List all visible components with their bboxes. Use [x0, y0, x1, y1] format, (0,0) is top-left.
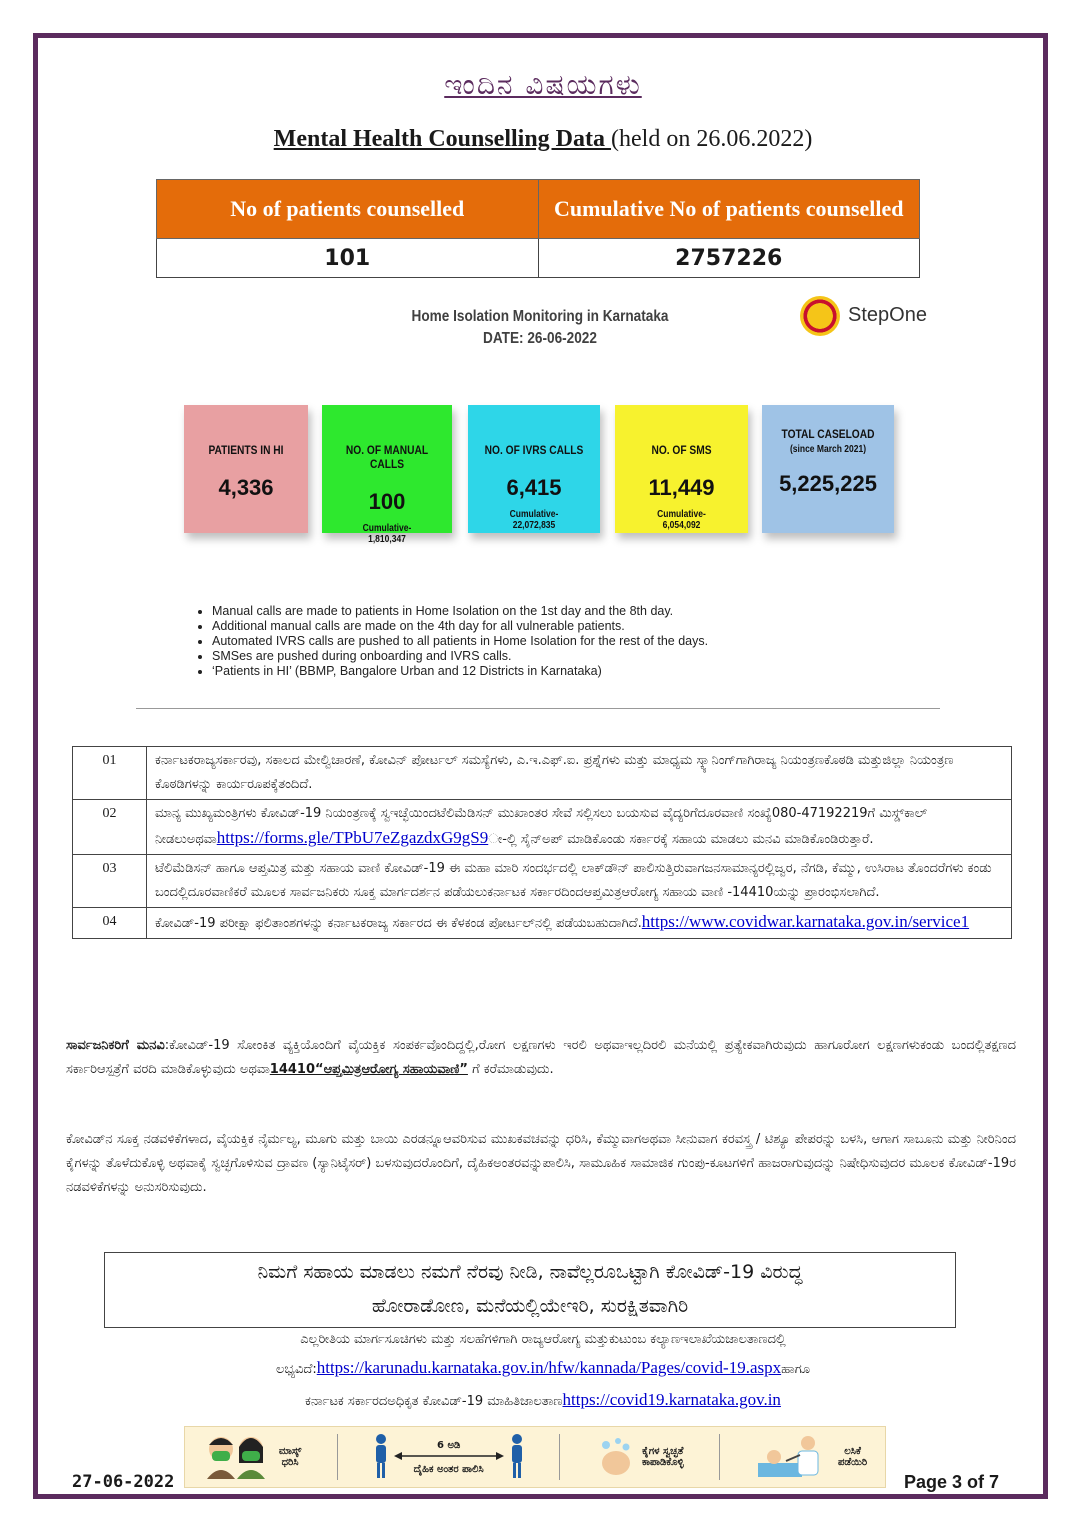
row-text-after: ೕ-ಲ್ಲಿ ಸೈನ್‌ಅಪ್ ಮಾಡಿಕೊಂಡು ಸರ್ಕಾರಕ್ಕೆ ಸಹಾಯ ಮಾಡಲು ಮನವಿ ಮಾಡಿಕೊಂಡಿರುತ್ತಾರೆ. [488, 832, 874, 847]
card-value: 5,225,225 [779, 471, 877, 496]
vaccine-segment [756, 1433, 867, 1482]
row-number: 03 [73, 855, 147, 908]
mental-health-heading-bold: Mental Health Counselling Data [273, 126, 612, 152]
row-text-body: ಟೆಲಿಮೆಡಿಸನ್ ಹಾಗೂ ಆಪ್ತಮಿತ್ರ ಮತ್ತು ಸಹಾಯ ವಾಣಿ ಕೋವಿಡ್-19 ಈ ಮಹಾ ಮಾರಿ ಸಂದರ್ಭದಲ್ಲಿ ಲಾಕ್‌ಡೌನ್ ಪಾಲಿಸುತ್ತಿರುವಾಗಜನಸಾಮಾನ್ಯರಲ್ಲಿಜ್ವರ, ನೆಗಡಿ, ಕೆಮ್ಮು, ಉಸಿರಾಟ ತೊಂದರೆಗಳು ಕಂಡು ಬಂದಲ್ಲಿದೂರವಾಣಿಕರೆ ಮೂಲಕ ಸಾರ್ವಜನಿಕರು ಸೂಕ್ತ ಮಾರ್ಗದರ್ಶನ ಪಡೆಯಲುಕರ್ನಾಟಕ ಸರ್ಕಾರದಿಂದಆಪ್ತಮಿತ್ರಆರೋಗ್ಯ ಸಹಾಯ ವಾಣಿ -14410ಯನ್ನು ಪ್ರಾರಂಭಿಸಲಾಗಿದೆ. [155, 861, 992, 900]
list-item: • Manual calls are made to patients in Home Isolation on the 1st day and the 8th day. [212, 604, 708, 619]
counselled-header: No of patients counselled [157, 180, 539, 239]
divider [136, 708, 940, 709]
page-title: ಇಂದಿನ ವಿಷಯಗಳು [444, 68, 642, 101]
row-number: 04 [73, 908, 147, 939]
covid-advisory-banner [184, 1426, 886, 1488]
table-row [73, 855, 1012, 908]
mental-health-heading [0, 126, 1086, 153]
distance-bottom-label: ದೈಹಿಕ ಅಂತರ ಪಾಲಿಸಿ [413, 1463, 484, 1475]
home-isolation-date: DATE: 26-06-2022 [483, 330, 597, 347]
vaccine-label: ಲಸಿಕೆ ಪಡೆಯಿರಿ [837, 1446, 868, 1468]
distance-label-group [394, 1440, 504, 1475]
cumulative-value: 2757226 [538, 239, 920, 278]
appeal-text: :ಕೋವಿಡ್-19 ಸೋಂಕಿತ ವ್ಯಕ್ತಿಯೊಂದಿಗೆ ವೈಯಕ್ತಿಕ ಸಂಪರ್ಕವೊಂದಿದ್ದಲ್ಲಿ,ರೋಗ ಲಕ್ಷಣಗಳು ಇರಲಿ ಅಥವಾಇಲ್ಲದಿರಲಿ ಮನೆಯಲ್ಲಿ ಪ್ರತ್ಯೇಕವಾಗಿರುವುದು ಹಾಗೂರೋಗ ಲಕ್ಷಣಗಳುಕಂಡು ಬಂದಲ್ಲಿತಕ್ಷಣದ ಸರ್ಕಾರಿಆಸ್ಪತ್ರೆಗೆ ವರದಿ ಮಾಡಿಕೊಳ್ಳುವುದು ಅಥವಾ [66, 1038, 1016, 1077]
card-cumulative: Cumulative- 22,072,835 [509, 509, 559, 531]
banner-separator [719, 1434, 720, 1480]
distance-segment [374, 1433, 524, 1482]
list-item: • SMSes are pushed during onboarding and IVRS calls. [212, 649, 708, 664]
row-text [147, 855, 1012, 908]
card-value: 4,336 [218, 475, 274, 500]
row-text-body: ಕರ್ನಾಟಕರಾಜ್ಯಸರ್ಕಾರವು, ಸಕಾಲದ ಮೇಲ್ವಿಚಾರಣೆ, ಕೋವಿನ್ ಪೋರ್ಟಲ್ ಸಮಸ್ಯೆಗಳು, ಎ.ಇ.ಎಫ್.ಐ. ಪ್ರಶ್ನೆಗಳು ಮತ್ತು ಮಾಧ್ಯಮ ಸ್ಕ್ಯಾನಿಂಗ್‌ಗಾಗಿರಾಜ್ಯ ನಿಯಂತ್ರಣಕೊಠಡಿ ಮತ್ತುಜಿಲ್ಲಾ ನಿಯಂತ್ರಣ ಕೊಠಡಿಗಳನ್ನು ಕಾರ್ಯರೂಪಕ್ಕೆತಂದಿದೆ. [155, 753, 954, 792]
official-site-label: ಕರ್ನಾಟಕ ಸರ್ಕಾರದಅಧಿಕೃತ ಕೋವಿಡ್-19 ಮಾಹಿತಿಜಾಲತಾಣ [305, 1394, 563, 1409]
footer-links-line3 [0, 1390, 1086, 1412]
page-number: Page 3 of 7 [904, 1472, 1000, 1492]
card-patients-in-hi [184, 405, 308, 533]
covidwar-link[interactable]: https://www.covidwar.karnataka.gov.in/service1 [641, 912, 970, 931]
person-icon [374, 1433, 388, 1482]
row-text [147, 747, 1012, 800]
mask-icon [203, 1433, 273, 1482]
row-text [147, 908, 1012, 939]
card-sms [615, 405, 748, 533]
card-label: NO. OF IVRS CALLS [484, 443, 584, 457]
and-label: ಹಾಗೂ [781, 1362, 811, 1377]
card-cumulative: Cumulative- 6,054,092 [657, 509, 706, 531]
counselling-table [156, 179, 920, 278]
card-value: 11,449 [648, 475, 715, 500]
appeal-box [104, 1252, 956, 1328]
card-sublabel: (since March 2021) [789, 444, 867, 455]
card-manual-calls [322, 405, 452, 545]
row-text-body: ಕೋವಿಡ್-19 ಪರೀಕ್ಷಾ ಫಲಿತಾಂಶಗಳನ್ನು ಕರ್ನಾಟಕರಾಜ್ಯ ಸರ್ಕಾರದ ಈ ಕೆಳಕಂಡ ಪೋರ್ಟಲ್‌ನಲ್ಲಿ ಪಡೆಯಬಹುದಾಗಿದೆ. [155, 916, 642, 931]
mask-segment [203, 1433, 302, 1482]
footer-links-line1: ಎಲ್ಲರೀತಿಯ ಮಾರ್ಗಸೂಚಿಗಳು ಮತ್ತು ಸಲಹೆಗಳಿಗಾಗಿ ರಾಜ್ಯಆರೋಗ್ಯ ಮತ್ತುಕುಟುಂಬ ಕಲ್ಯಾಣಇಲಾಖೆಯಜಾಲತಾಣದಲ್ಲಿ [300, 1332, 786, 1347]
mask-label: ಮಾಸ್ಕ್ ಧರಿಸಿ [278, 1446, 302, 1468]
handwash-label: ಕೈಗಳ ಸ್ವಚ್ಛತೆ ಕಾಪಾಡಿಕೊಳ್ಳಿ [642, 1446, 684, 1468]
handwash-segment [596, 1433, 684, 1482]
card-cumulative: Cumulative- 1,810,347 [362, 523, 412, 545]
mental-health-heading-date: (held on 26.06.2022) [611, 126, 813, 152]
public-appeal [66, 1034, 1016, 1082]
vaccine-icon [756, 1433, 832, 1482]
appeal-box-line1: ನಿಮಗೆ ಸಹಾಯ ಮಾಡಲು ನಮಗೆ ನೆರವು ನೀಡಿ, ನಾವೆಲ್ಲರೂಒಟ್ಟಾಗಿ ಕೋವಿಡ್-19 ವಿರುದ್ಧ [257, 1261, 803, 1283]
table-row [73, 908, 1012, 939]
stepone-logo: StepOne [848, 304, 927, 326]
banner-separator [559, 1434, 560, 1480]
footer-date: 27-06-2022 [72, 1472, 175, 1492]
home-isolation-heading: Home Isolation Monitoring in Karnataka [411, 308, 669, 325]
list-item: • ‘Patients in HI’ (BBMP, Bangalore Urban and 12 Districts in Karnataka) [212, 664, 708, 679]
info-table [72, 746, 1012, 939]
table-row [73, 747, 1012, 800]
row-number: 01 [73, 747, 147, 800]
table-row [73, 800, 1012, 855]
card-label: NO. OF MANUAL CALLS [345, 443, 429, 471]
karunadu-link[interactable]: https://karunadu.karnataka.gov.in/hfw/kannada/Pages/covid-19.aspx [316, 1358, 782, 1377]
available-label: ಲಭ್ಯವಿದೆ: [275, 1362, 317, 1377]
row-text-body: ಮಾನ್ಯ ಮುಖ್ಯಮಂತ್ರಿಗಳು ಕೋವಿಡ್-19 ನಿಯಂತ್ರಣಕ್ಕೆ ಸ್ವಇಚ್ಛೆಯಿಂದಟೆಲಿಮೆಡಿಸನ್ ಮುಖಾಂತರ ಸೇವೆ ಸಲ್ಲಿಸಲು ಬಯಸುವ ವೈದ್ಯರಿಗೆದೂರವಾಣಿ ಸಂಖ್ಯೆ080-47192219ಗೆ ಮಿಸ್ಡ್‌ಕಾಲ್ ನೀಡಲುಅಥವಾ [155, 806, 928, 847]
card-ivrs-calls [468, 405, 600, 533]
distance-top-label: 6 ಅಡಿ [437, 1439, 461, 1451]
list-item: • Additional manual calls are made on the 4th day for all vulnerable patients. [212, 619, 708, 634]
forms-link[interactable]: https://forms.gle/TPbU7eZgazdxG9gS9 [216, 828, 489, 847]
banner-separator [337, 1434, 338, 1480]
card-value: 6,415 [506, 475, 562, 500]
counselled-value: 101 [157, 239, 539, 278]
hi-notes-list [186, 604, 708, 679]
appeal-box-line2: ಹೋರಾಡೋಣ, ಮನೆಯಲ್ಲಿಯೇಇರಿ, ಸುರಕ್ಷಿತವಾಗಿರಿ [371, 1295, 689, 1317]
row-number: 02 [73, 800, 147, 855]
person-icon [510, 1433, 524, 1482]
card-label: NO. OF SMS [651, 443, 712, 457]
card-label [772, 427, 884, 457]
cumulative-header: Cumulative No of patients counselled [538, 180, 920, 239]
footer-links-line2 [0, 1358, 1086, 1380]
double-arrow-icon [394, 1451, 504, 1461]
list-item: • Automated IVRS calls are pushed to all patients in Home Isolation for the rest of the days. [212, 634, 708, 649]
appeal-end: ಗೆ ಕರೆಮಾಡುವುದು. [467, 1062, 554, 1077]
helpline-text: 14410“ಆಪ್ತಮಿತ್ರಆರೋಗ್ಯ ಸಹಾಯವಾಣಿ” [269, 1062, 468, 1077]
row-text [147, 800, 1012, 855]
card-total-caseload [762, 405, 894, 533]
covid19-karnataka-link[interactable]: https://covid19.karnataka.gov.in [562, 1390, 781, 1409]
card-value: 100 [368, 489, 406, 514]
guidelines-paragraph: ಕೋವಿಡ್‌ನ ಸೂಕ್ತ ನಡವಳಿಕೆಗಳಾದ, ವೈಯಕ್ತಿಕ ನೈರ್ಮಲ್ಯ, ಮೂಗು ಮತ್ತು ಬಾಯಿ ಎರಡನ್ನೂಆವರಿಸುವ ಮುಖಕವಚವನ್ನು ಧರಿಸಿ, ಕೆಮ್ಮುವಾಗಅಥವಾ ಸೀನುವಾಗ ಕರವಸ್ತ್ರ / ಟಿಶ್ಯೂ ಪೇಪರನ್ನು ಬಳಸಿ, ಆಗಾಗ ಸಾಬೂನು ಮತ್ತು ನೀರಿನಿಂದ ಕೈಗಳನ್ನು ತೊಳೆದುಕೊಳ್ಳಿ ಅಥವಾಕೈ ಸ್ವಚ್ಛಗೊಳಿಸುವ ದ್ರಾವಣ (ಸ್ಯಾನಿಟೈಸರ್) ಬಳಸುವುದರೊಂದಿಗೆ, ದೈಹಿಕಅಂತರವನ್ನುಪಾಲಿಸಿ, ಸಾಮೂಹಿಕ ಸಾಮಾಜಿಕ ಗುಂಪು-ಕೂಟಗಳಿಗೆ ಹಾಜರಾಗುವುದನ್ನು ನಿಷೇಧಿಸುವುದರ ಮೂಲಕ ಕೋವಿಡ್-19ರ ನಡವಳಿಕೆಗಳನ್ನು ಅನುಸರಿಸುವುದು. [66, 1132, 1016, 1195]
appeal-lead: ಸಾರ್ವಜನಿಕರಿಗೆ ಮನವಿ [66, 1038, 165, 1053]
card-label: PATIENTS IN HI [208, 443, 284, 457]
home-isolation-title [370, 306, 710, 350]
karnataka-seal-icon [800, 296, 840, 336]
handwash-icon [596, 1433, 636, 1482]
card-label-main: TOTAL CASELOAD [781, 427, 875, 441]
